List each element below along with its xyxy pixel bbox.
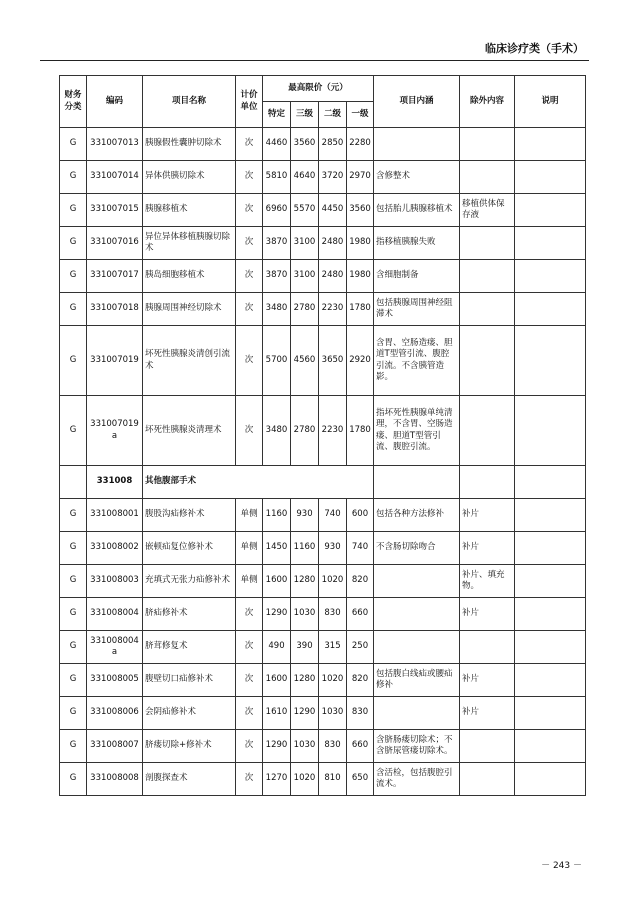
cell-code: 331007016 xyxy=(87,227,143,260)
cell-code: 331007014 xyxy=(87,161,143,194)
cell-note xyxy=(515,194,586,227)
cell-name: 腹壁切口疝修补术 xyxy=(143,664,236,697)
cell-note xyxy=(515,326,586,396)
table-row xyxy=(60,565,586,598)
cell-exclusion: 补片、填充物。 xyxy=(460,565,515,598)
cell-note xyxy=(515,293,586,326)
cell-content: 含修整术 xyxy=(374,161,460,194)
cell-level1: 600 xyxy=(347,499,374,532)
cell-unit: 次 xyxy=(236,730,263,763)
cell-unit: 次 xyxy=(236,664,263,697)
cell-name: 胰岛细胞移植术 xyxy=(143,260,236,293)
cell-content: 包括腹白线疝或腰疝修补 xyxy=(374,664,460,697)
cell-exclusion: 补片 xyxy=(460,664,515,697)
cell-content: 包括胎儿胰腺移植术 xyxy=(374,194,460,227)
cell-category: G xyxy=(60,499,87,532)
header-category: 财务分类 xyxy=(60,76,87,128)
cell-special: 3870 xyxy=(263,227,291,260)
cell-name: 会阴疝修补术 xyxy=(143,697,236,730)
cell-code: 331008002 xyxy=(87,532,143,565)
cell-special: 1600 xyxy=(263,565,291,598)
cell-level1: 1980 xyxy=(347,260,374,293)
section-row xyxy=(60,466,586,499)
table-row xyxy=(60,532,586,565)
cell-level3: 1290 xyxy=(291,697,319,730)
cell-content xyxy=(374,565,460,598)
cell-name: 异体供胰切除术 xyxy=(143,161,236,194)
cell-level3: 3100 xyxy=(291,260,319,293)
cell-category: G xyxy=(60,396,87,466)
header-level2: 二级 xyxy=(319,102,347,128)
table-row xyxy=(60,631,586,664)
cell-special: 5700 xyxy=(263,326,291,396)
cell-level1: 250 xyxy=(347,631,374,664)
cell-note xyxy=(515,466,586,499)
cell-level2: 1020 xyxy=(319,664,347,697)
cell-level3: 5570 xyxy=(291,194,319,227)
cell-level1: 2920 xyxy=(347,326,374,396)
cell-level3: 3100 xyxy=(291,227,319,260)
page-number: － 243 － xyxy=(541,861,582,871)
cell-code: 331007019 xyxy=(87,326,143,396)
cell-note xyxy=(515,664,586,697)
cell-code: 331008004a xyxy=(87,631,143,664)
price-table xyxy=(59,75,586,796)
cell-special: 1450 xyxy=(263,532,291,565)
cell-level1: 2280 xyxy=(347,128,374,161)
cell-level3: 4640 xyxy=(291,161,319,194)
cell-level1: 3560 xyxy=(347,194,374,227)
cell-exclusion xyxy=(460,326,515,396)
cell-level2: 1030 xyxy=(319,697,347,730)
cell-note xyxy=(515,763,586,796)
cell-content: 含胃、空肠造瘘、胆道T型管引流、腹腔引流。不含胰管造影。 xyxy=(374,326,460,396)
cell-code: 331007019a xyxy=(87,396,143,466)
cell-level2: 810 xyxy=(319,763,347,796)
cell-exclusion xyxy=(460,631,515,664)
cell-level2: 2230 xyxy=(319,396,347,466)
cell-note xyxy=(515,396,586,466)
cell-level2: 2850 xyxy=(319,128,347,161)
cell-name: 脐茸修复术 xyxy=(143,631,236,664)
header-exclusion: 除外内容 xyxy=(460,76,515,128)
cell-level3: 1020 xyxy=(291,763,319,796)
cell-level2: 2230 xyxy=(319,293,347,326)
header-content: 项目内涵 xyxy=(374,76,460,128)
cell-exclusion xyxy=(460,763,515,796)
cell-unit: 次 xyxy=(236,396,263,466)
cell-level1: 2970 xyxy=(347,161,374,194)
cell-level2: 830 xyxy=(319,598,347,631)
cell-code: 331007015 xyxy=(87,194,143,227)
cell-unit: 次 xyxy=(236,128,263,161)
cell-content xyxy=(374,128,460,161)
cell-level3: 930 xyxy=(291,499,319,532)
cell-level3: 1030 xyxy=(291,598,319,631)
cell-unit: 单侧 xyxy=(236,565,263,598)
cell-content xyxy=(374,697,460,730)
cell-category: G xyxy=(60,260,87,293)
cell-exclusion xyxy=(460,161,515,194)
cell-name: 胰腺假性囊肿切除术 xyxy=(143,128,236,161)
cell-note xyxy=(515,128,586,161)
cell-level3: 1160 xyxy=(291,532,319,565)
cell-name: 脐瘘切除+修补术 xyxy=(143,730,236,763)
cell-unit: 次 xyxy=(236,293,263,326)
cell-level1: 830 xyxy=(347,697,374,730)
cell-level2: 2480 xyxy=(319,227,347,260)
cell-note xyxy=(515,499,586,532)
cell-note xyxy=(515,730,586,763)
cell-name: 剖腹探查术 xyxy=(143,763,236,796)
cell-code: 331008001 xyxy=(87,499,143,532)
header-special: 特定 xyxy=(263,102,291,128)
cell-category: G xyxy=(60,631,87,664)
cell-level2: 930 xyxy=(319,532,347,565)
cell-unit: 单侧 xyxy=(236,532,263,565)
cell-category: G xyxy=(60,664,87,697)
cell-unit: 次 xyxy=(236,598,263,631)
cell-level3: 3560 xyxy=(291,128,319,161)
cell-unit: 次 xyxy=(236,631,263,664)
cell-special: 3480 xyxy=(263,293,291,326)
cell-level3: 1280 xyxy=(291,565,319,598)
cell-level2: 2480 xyxy=(319,260,347,293)
cell-level2: 3650 xyxy=(319,326,347,396)
cell-special: 5810 xyxy=(263,161,291,194)
cell-special: 1290 xyxy=(263,598,291,631)
table-row xyxy=(60,161,586,194)
cell-name: 胰腺周围神经切除术 xyxy=(143,293,236,326)
cell-code: 331008008 xyxy=(87,763,143,796)
table-row xyxy=(60,598,586,631)
cell-unit: 次 xyxy=(236,194,263,227)
cell-exclusion xyxy=(460,293,515,326)
header-price-group: 最高限价（元） xyxy=(263,76,374,102)
table-row xyxy=(60,730,586,763)
cell-level2: 315 xyxy=(319,631,347,664)
table-row xyxy=(60,499,586,532)
cell-special: 4460 xyxy=(263,128,291,161)
cell-exclusion: 移植供体保存液 xyxy=(460,194,515,227)
table-row xyxy=(60,260,586,293)
cell-level1: 1780 xyxy=(347,293,374,326)
cell-exclusion xyxy=(460,128,515,161)
cell-code: 331007013 xyxy=(87,128,143,161)
table-row xyxy=(60,664,586,697)
cell-content: 指移植胰腺失败 xyxy=(374,227,460,260)
cell-content xyxy=(374,598,460,631)
table-row xyxy=(60,326,586,396)
cell-note xyxy=(515,598,586,631)
cell-category: G xyxy=(60,161,87,194)
cell-note xyxy=(515,161,586,194)
cell-category: G xyxy=(60,194,87,227)
cell-exclusion xyxy=(460,260,515,293)
cell-unit: 次 xyxy=(236,260,263,293)
cell-exclusion: 补片 xyxy=(460,598,515,631)
cell-exclusion xyxy=(460,396,515,466)
cell-level2: 1020 xyxy=(319,565,347,598)
cell-unit: 次 xyxy=(236,326,263,396)
cell-special: 3870 xyxy=(263,260,291,293)
table-row xyxy=(60,763,586,796)
cell-content: 含细胞制备 xyxy=(374,260,460,293)
cell-note xyxy=(515,631,586,664)
cell-special: 1600 xyxy=(263,664,291,697)
cell-code: 331008004 xyxy=(87,598,143,631)
header-level1: 一级 xyxy=(347,102,374,128)
table-row xyxy=(60,128,586,161)
cell-exclusion: 补片 xyxy=(460,499,515,532)
cell-special: 3480 xyxy=(263,396,291,466)
header-rule xyxy=(40,60,589,61)
cell-content xyxy=(374,631,460,664)
cell-level1: 740 xyxy=(347,532,374,565)
cell-code: 331008005 xyxy=(87,664,143,697)
cell-special: 1270 xyxy=(263,763,291,796)
cell-category: G xyxy=(60,293,87,326)
cell-name: 其他腹部手术 xyxy=(143,466,374,499)
cell-special: 1610 xyxy=(263,697,291,730)
cell-level3: 4560 xyxy=(291,326,319,396)
cell-name: 脐疝修补术 xyxy=(143,598,236,631)
cell-special: 1160 xyxy=(263,499,291,532)
cell-note xyxy=(515,697,586,730)
cell-content: 指坏死性胰腺单纯清理，不含胃、空肠造瘘、胆道T型管引流、腹腔引流。 xyxy=(374,396,460,466)
cell-level1: 1780 xyxy=(347,396,374,466)
cell-exclusion: 补片 xyxy=(460,532,515,565)
cell-category: G xyxy=(60,565,87,598)
cell-category: G xyxy=(60,227,87,260)
cell-note xyxy=(515,532,586,565)
cell-name: 坏死性胰腺炎清创引流术 xyxy=(143,326,236,396)
cell-unit: 次 xyxy=(236,161,263,194)
table-row xyxy=(60,293,586,326)
cell-level1: 820 xyxy=(347,565,374,598)
cell-code: 331008006 xyxy=(87,697,143,730)
table-row xyxy=(60,396,586,466)
header-name: 项目名称 xyxy=(143,76,236,128)
cell-note xyxy=(515,227,586,260)
cell-level1: 820 xyxy=(347,664,374,697)
cell-level2: 4450 xyxy=(319,194,347,227)
cell-content: 不含肠切除吻合 xyxy=(374,532,460,565)
cell-name: 异位异体移植胰腺切除术 xyxy=(143,227,236,260)
header-code: 编码 xyxy=(87,76,143,128)
cell-exclusion xyxy=(460,227,515,260)
cell-unit: 次 xyxy=(236,697,263,730)
cell-level3: 2780 xyxy=(291,293,319,326)
cell-unit: 次 xyxy=(236,763,263,796)
cell-content xyxy=(374,466,460,499)
cell-category: G xyxy=(60,763,87,796)
cell-note xyxy=(515,260,586,293)
cell-level3: 1280 xyxy=(291,664,319,697)
header-note: 说明 xyxy=(515,76,586,128)
cell-content: 包括各种方法修补 xyxy=(374,499,460,532)
cell-special: 6960 xyxy=(263,194,291,227)
table-row xyxy=(60,227,586,260)
table-row xyxy=(60,194,586,227)
cell-name: 胰腺移植术 xyxy=(143,194,236,227)
cell-code: 331008003 xyxy=(87,565,143,598)
cell-name: 腹股沟疝修补术 xyxy=(143,499,236,532)
cell-category: G xyxy=(60,730,87,763)
cell-code: 331007017 xyxy=(87,260,143,293)
cell-level3: 2780 xyxy=(291,396,319,466)
cell-level1: 650 xyxy=(347,763,374,796)
cell-category: G xyxy=(60,128,87,161)
cell-category: G xyxy=(60,532,87,565)
cell-code: 331008007 xyxy=(87,730,143,763)
cell-level1: 660 xyxy=(347,598,374,631)
cell-name: 嵌顿疝复位修补术 xyxy=(143,532,236,565)
cell-name: 坏死性胰腺炎清理术 xyxy=(143,396,236,466)
cell-unit: 单侧 xyxy=(236,499,263,532)
cell-content: 含脐肠瘘切除术；不含脐尿管瘘切除术。 xyxy=(374,730,460,763)
table-row xyxy=(60,697,586,730)
cell-level3: 390 xyxy=(291,631,319,664)
cell-level1: 660 xyxy=(347,730,374,763)
cell-exclusion: 补片 xyxy=(460,697,515,730)
cell-special: 490 xyxy=(263,631,291,664)
cell-category: G xyxy=(60,697,87,730)
cell-exclusion xyxy=(460,466,515,499)
cell-category: G xyxy=(60,598,87,631)
cell-exclusion xyxy=(460,730,515,763)
cell-level2: 3720 xyxy=(319,161,347,194)
header-unit: 计价单位 xyxy=(236,76,263,128)
cell-note xyxy=(515,565,586,598)
cell-code: 331007018 xyxy=(87,293,143,326)
header-level3: 三级 xyxy=(291,102,319,128)
cell-level3: 1030 xyxy=(291,730,319,763)
cell-special: 1290 xyxy=(263,730,291,763)
cell-level2: 740 xyxy=(319,499,347,532)
page-header-title: 临床诊疗类（手术） xyxy=(485,42,584,55)
cell-content: 包括胰腺周围神经阻滞术 xyxy=(374,293,460,326)
table-body xyxy=(60,128,586,796)
cell-content: 含活检，包括腹腔引流术。 xyxy=(374,763,460,796)
cell-unit: 次 xyxy=(236,227,263,260)
cell-name: 充填式无张力疝修补术 xyxy=(143,565,236,598)
cell-level1: 1980 xyxy=(347,227,374,260)
cell-category xyxy=(60,466,87,499)
cell-code: 331008 xyxy=(87,466,143,499)
cell-category: G xyxy=(60,326,87,396)
cell-level2: 830 xyxy=(319,730,347,763)
